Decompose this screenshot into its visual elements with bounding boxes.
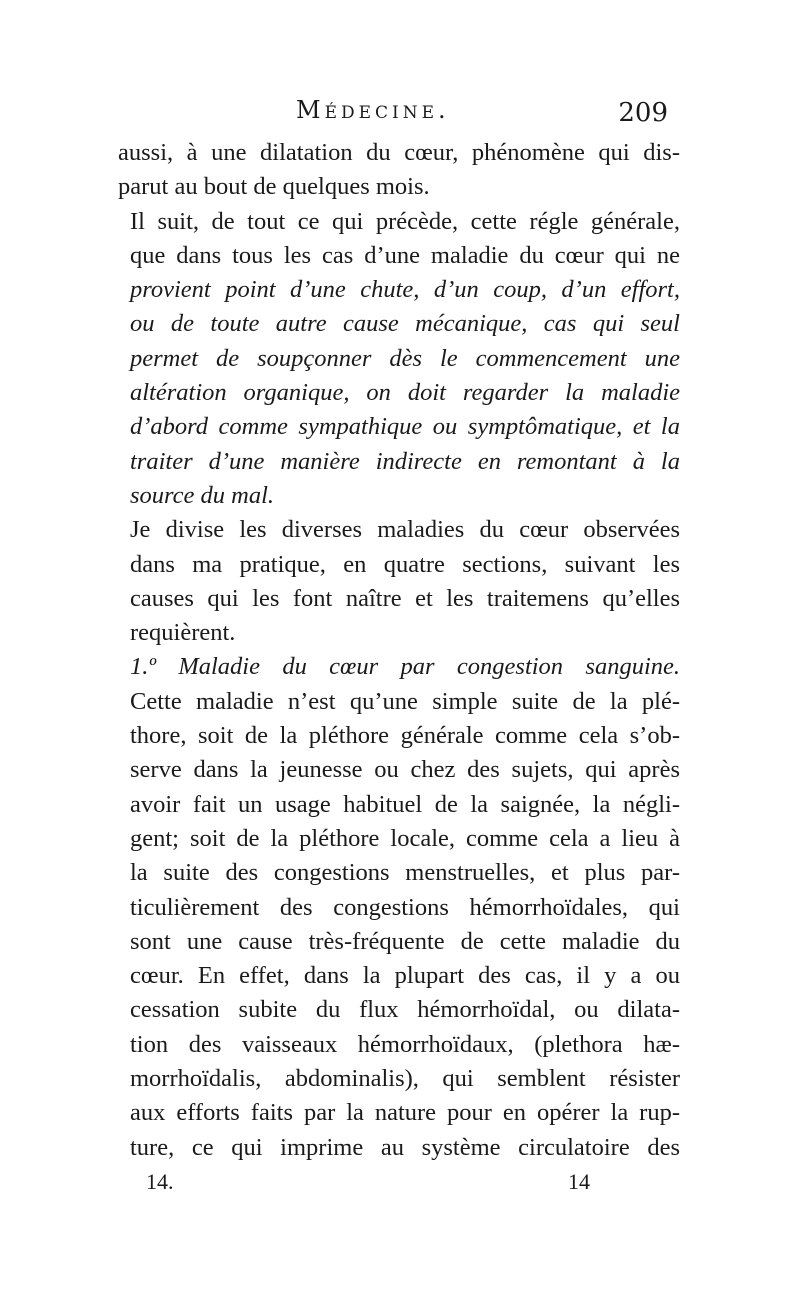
text-line: cessation subite du flux hémorrhoïdal, ou dilata- <box>130 996 680 1024</box>
text-line: parut au bout de quelques mois. <box>118 173 430 201</box>
text-line: dans ma pratique, en quatre sections, suivant les <box>130 550 680 578</box>
body-text <box>118 136 680 1165</box>
text-line: morrhoïdalis, abdominalis), qui semblent résister <box>130 1065 680 1093</box>
text-line: aussi, à une dilatation du cœur, phénomène qui dis- <box>118 139 680 166</box>
book-page <box>118 96 680 1203</box>
text-line: thore, soit de la pléthore générale comme cela s’ob- <box>130 722 680 750</box>
paragraph <box>118 205 680 514</box>
text-line: causes qui les font naître et les traitemens qu’elles <box>130 584 680 612</box>
paragraph <box>118 136 680 205</box>
text-line: cœur. En effet, dans la plupart des cas, il y a ou <box>130 962 680 990</box>
text-line: Cette maladie n’est qu’une simple suite de la plé- <box>130 687 680 715</box>
text-line: provient point d’une chute, d’un coup, d’un effort, <box>130 276 680 304</box>
text-line: requièrent. <box>130 619 236 647</box>
text-line: ture, ce qui imprime au système circulatoire des <box>130 1133 680 1161</box>
signature-mark-right: 14 <box>568 1168 590 1194</box>
page-footer <box>118 1169 680 1203</box>
text-line: altération organique, on doit regarder la maladie <box>130 379 680 407</box>
text-line: source du mal. <box>130 481 275 509</box>
text-line: la suite des congestions menstruelles, et plus par- <box>130 859 680 887</box>
paragraph <box>118 513 680 650</box>
paragraph <box>118 650 680 1164</box>
text-line: serve dans la jeunesse ou chez des sujets, qui après <box>130 756 680 784</box>
text-line: sont une cause très-fréquente de cette maladie du <box>130 927 680 955</box>
page-header <box>118 96 680 136</box>
text-line: avoir fait un usage habituel de la saignée, la négli- <box>130 790 680 818</box>
text-line: ticulièrement des congestions hémorrhoïdales, qui <box>130 893 680 921</box>
text-line: ou de toute autre cause mécanique, cas qui seul <box>130 310 680 338</box>
text-line: d’abord comme sympathique ou symptômatique, et la <box>130 413 680 441</box>
text-line: Il suit, de tout ce qui précède, cette régle générale, <box>130 207 680 235</box>
text-line: permet de soupçonner dès le commencement une <box>130 344 680 372</box>
page-number: 209 <box>618 98 668 128</box>
running-title: Médecine. <box>296 96 450 124</box>
text-line: tion des vaisseaux hémorrhoïdaux, (plethora hæ- <box>130 1030 680 1058</box>
text-line: que dans tous les cas d’une maladie du cœur qui ne <box>130 241 680 269</box>
signature-mark-left: 14. <box>146 1168 174 1194</box>
text-line: aux efforts faits par la nature pour en opérer la rup- <box>130 1099 680 1127</box>
text-line: traiter d’une manière indirecte en remontant à la <box>130 447 680 475</box>
section-heading-line: 1.º Maladie du cœur par congestion sanguine. <box>130 653 680 681</box>
text-line: gent; soit de la pléthore locale, comme cela a lieu à <box>130 824 680 852</box>
text-line: Je divise les diverses maladies du cœur observées <box>130 516 680 544</box>
